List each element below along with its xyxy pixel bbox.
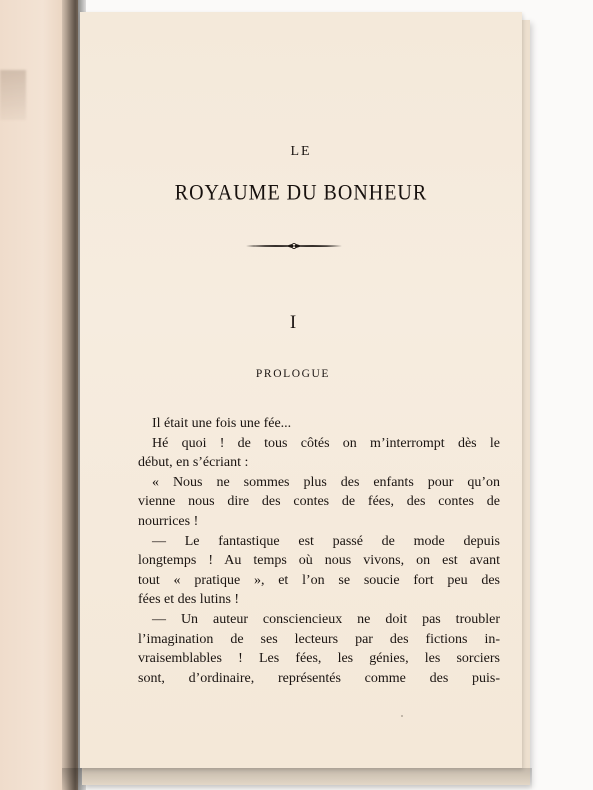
text-line: l’imagination de ses lecteurs par des fictions in- [138,631,500,647]
text-line: sont, d’ordinaire, représentés comme des puis- [138,670,500,686]
paper-speck [401,715,403,717]
bottom-shadow [62,768,532,790]
text-line: début, en s’écriant : [138,455,249,471]
title-line-1: LE [290,144,312,159]
text-line: vienne nous dire des contes de fées, des contes de [138,494,500,510]
text-line: longtemps ! Au temps où nous vivons, on est avant [138,553,500,569]
chapter-number: I [289,312,297,333]
text-line: Hé quoi ! de tous côtés on m’interrompt dès le [152,435,500,451]
text-line: nourrices ! [138,513,199,529]
spine-mark [0,70,26,120]
text-line: tout « pratique », et l’on se soucie fort peu des [138,572,500,588]
body-text [138,414,500,688]
text-line: — Le fantastique est passé de mode depuis [152,533,500,549]
ornament-rule-icon [246,241,342,251]
book-title: ROYAUME DU BONHEUR [174,180,428,206]
text-line: vraisemblables ! Les fées, les génies, les sorciers [138,651,500,667]
text-line: « Nous ne sommes plus des enfants pour qu’on [152,474,500,490]
book-page [80,12,522,768]
text-line: Il était une fois une fée... [152,416,292,431]
text-line: fées et des lutins ! [138,592,240,608]
chapter-title: PROLOGUE [255,368,331,380]
text-line: — Un auteur consciencieux ne doit pas troubler [152,611,500,627]
